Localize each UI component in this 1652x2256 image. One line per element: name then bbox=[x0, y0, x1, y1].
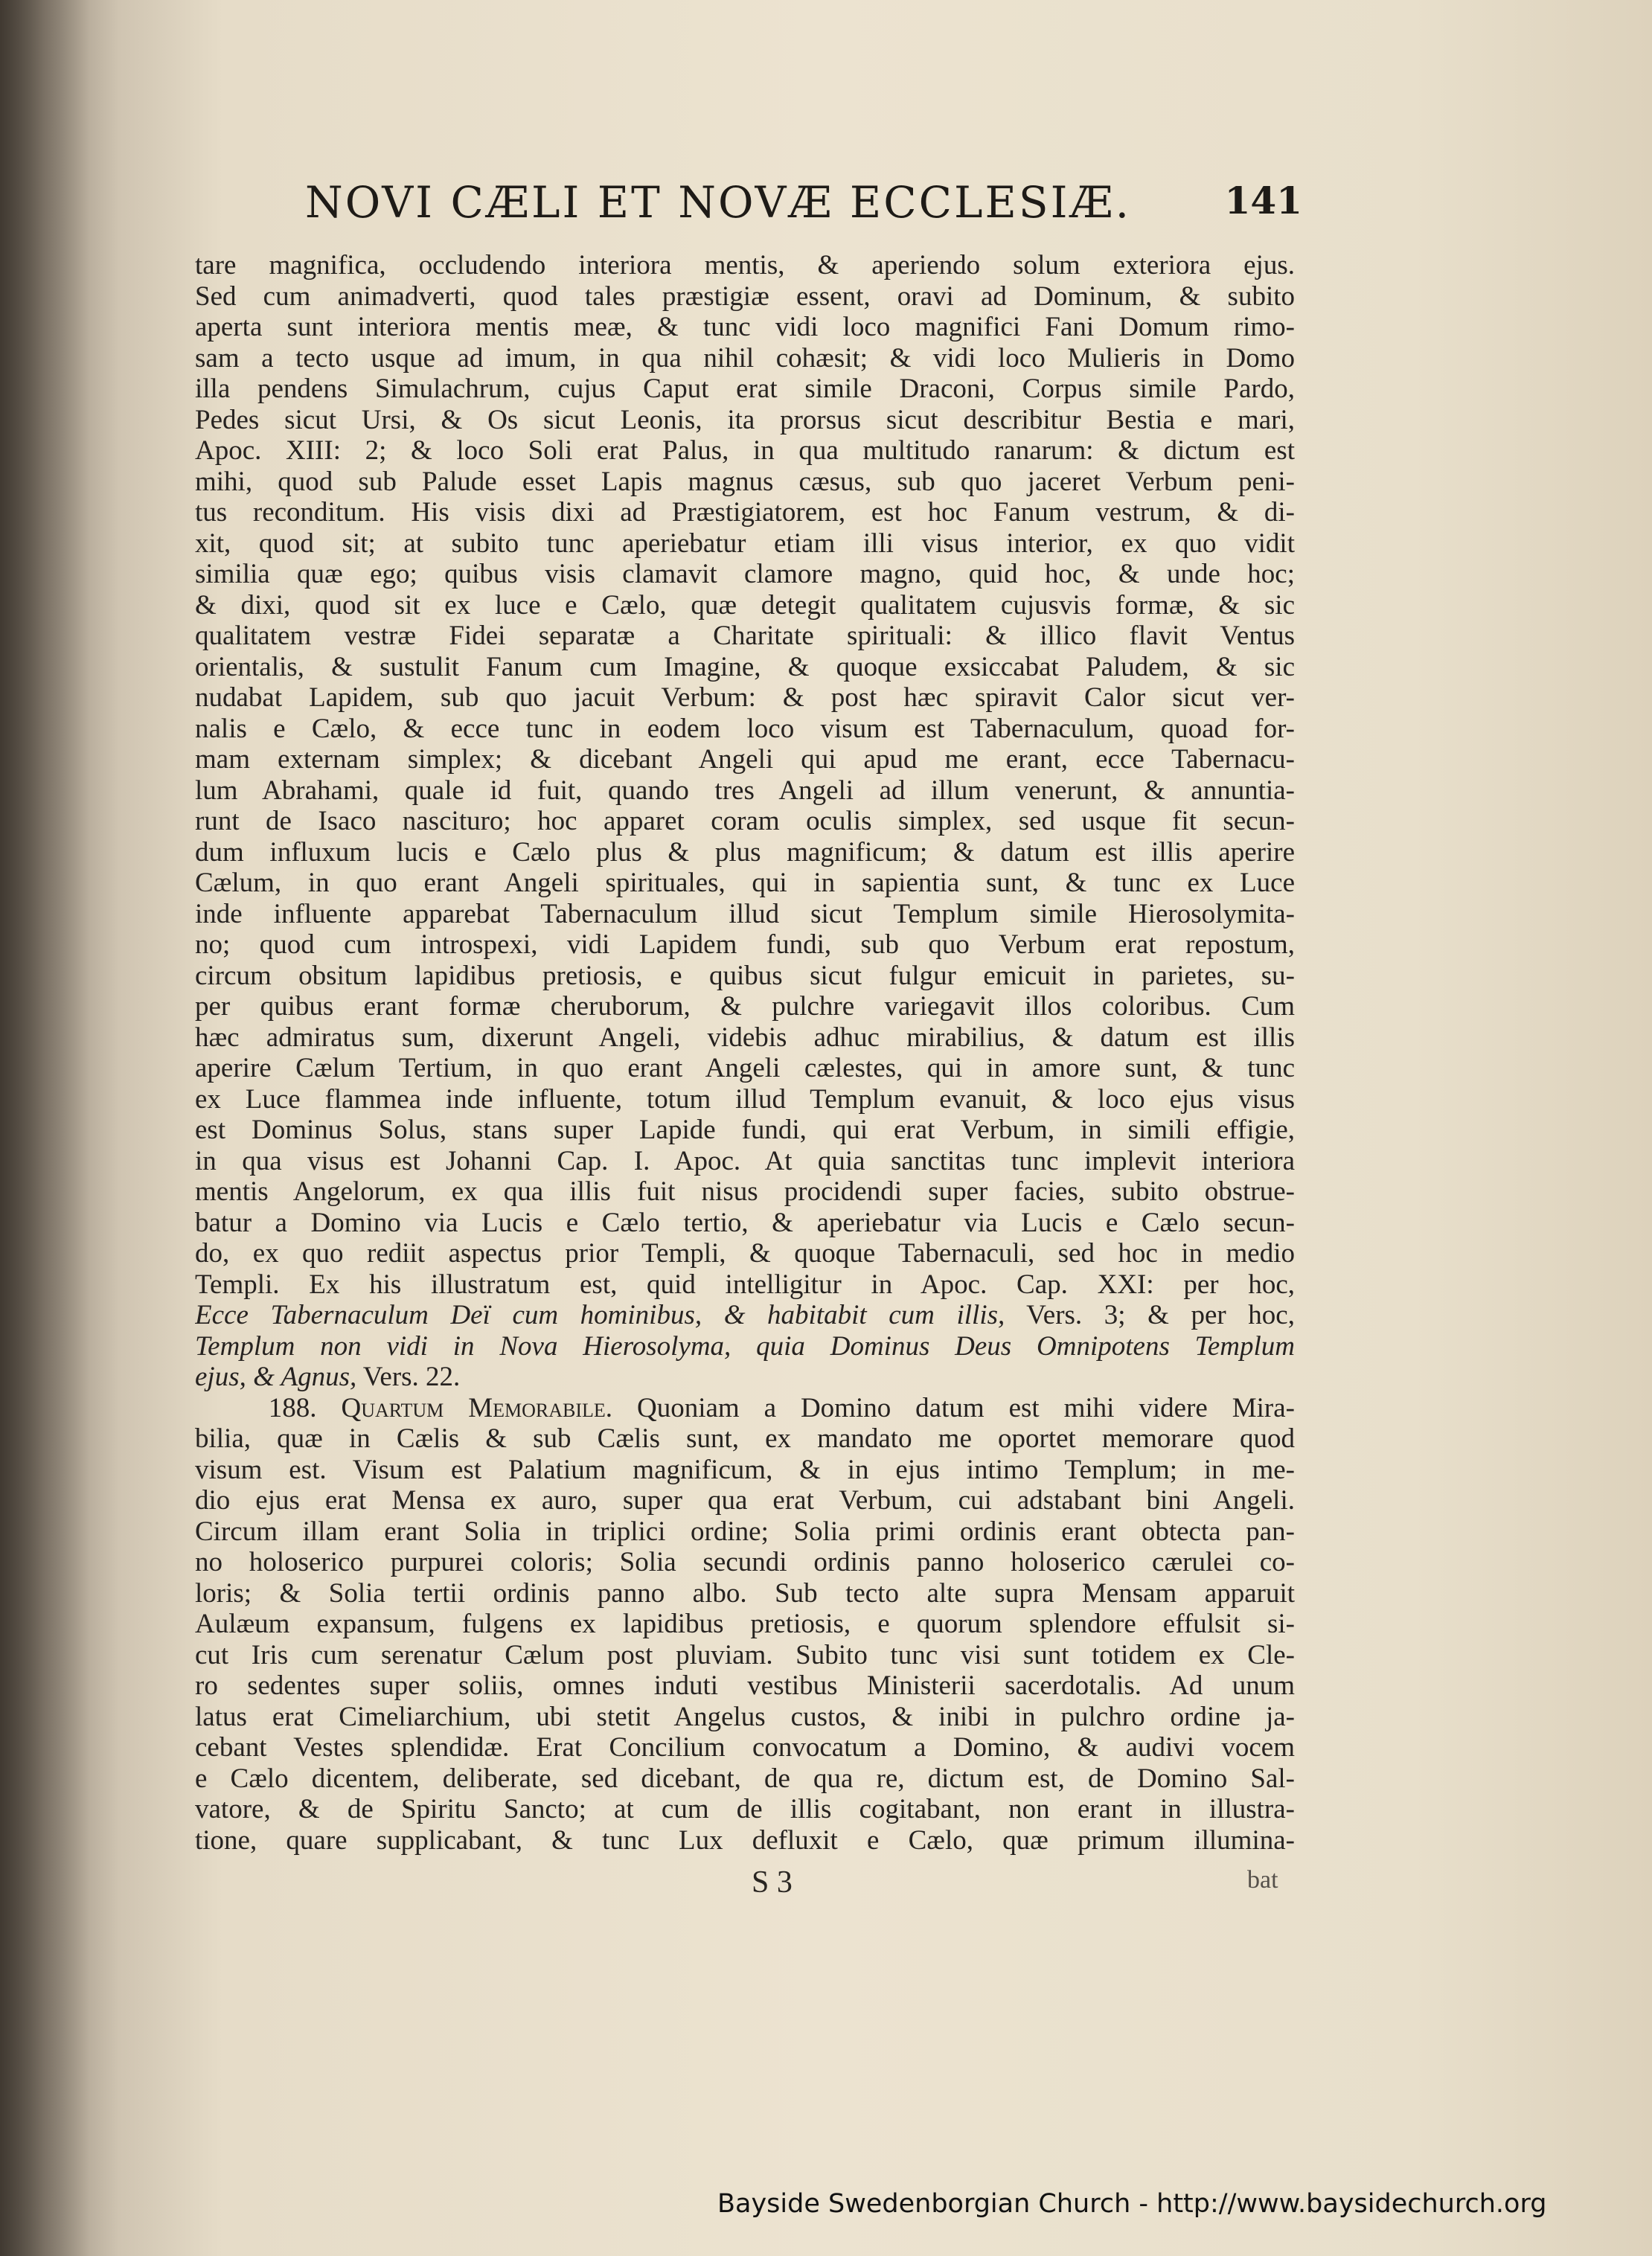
section-heading: Quartum Memorabile. bbox=[341, 1392, 613, 1423]
text-line: dio ejus erat Mensa ex auro, super qua erat Verbum, cui adstabant bini Angeli. bbox=[195, 1485, 1295, 1516]
catchword: bat bbox=[1247, 1866, 1278, 1894]
page-gutter-shadow bbox=[0, 0, 89, 2256]
body-text bbox=[195, 250, 1295, 1856]
text-line: cut Iris cum serenatur Cælum post pluviam. Subito tunc visi sunt totidem ex Cle- bbox=[195, 1639, 1295, 1670]
text-line: Cælum, in quo erant Angeli spirituales, qui in sapientia sunt, & tunc ex Luce bbox=[195, 868, 1295, 898]
text-line: circum obsitum lapidibus pretiosis, e quibus sicut fulgur emicuit in parietes, su- bbox=[195, 960, 1295, 991]
text-line: dum influxum lucis e Cælo plus & plus magnificum; & datum est illis aperire bbox=[195, 836, 1295, 868]
text-line: loris; & Solia tertii ordinis panno albo. Sub tecto alte supra Mensam apparuit bbox=[195, 1577, 1295, 1609]
text-line: xit, quod sit; at subito tunc aperiebatur etiam illi visus interior, ex quo vidit bbox=[195, 528, 1295, 559]
text-line: tare magnifica, occludendo interiora mentis, & aperiendo solum exteriora ejus. bbox=[195, 250, 1295, 281]
text-line: orientalis, & sustulit Fanum cum Imagine, & quoque exsiccabat Paludem, & sic bbox=[195, 651, 1295, 682]
text-line: Templi. Ex his illustratum est, quid intelligitur in Apoc. Cap. XXI: per hoc, bbox=[195, 1269, 1295, 1300]
watermark-text: Bayside Swedenborgian Church - http://www.baysidechurch.org bbox=[717, 2189, 1547, 2219]
text-line: Apoc. XIII: 2; & loco Soli erat Palus, in qua multitudo ranarum: & dictum est bbox=[195, 435, 1295, 466]
text-line: aperire Cælum Tertium, in quo erant Angeli cælestes, qui in amore sunt, & tunc bbox=[195, 1053, 1295, 1083]
text-line: aperta sunt interiora mentis meæ, & tunc vidi loco magnifici Fani Domum rimo- bbox=[195, 312, 1295, 342]
text-line: visum est. Visum est Palatium magnificum, & in ejus intimo Templum; in me- bbox=[195, 1454, 1295, 1485]
text-line: inde influente apparebat Tabernaculum illud sicut Templum simile Hierosolymita- bbox=[195, 898, 1295, 929]
text-line: tus reconditum. His visis dixi ad Præstigiatorem, est hoc Fanum vestrum, & di- bbox=[195, 497, 1295, 528]
text-line: in qua visus est Johanni Cap. I. Apoc. At quia sanctitas tunc implevit interiora bbox=[195, 1145, 1295, 1176]
text-line: do, ex quo rediit aspectus prior Templi, & quoque Tabernaculi, sed hoc in medio bbox=[195, 1238, 1295, 1269]
page-number: 141 bbox=[1224, 179, 1302, 222]
text-line: qualitatem vestræ Fidei separatæ a Charitate spirituali: & illico flavit Ventus bbox=[195, 621, 1295, 651]
text-line: mihi, quod sub Palude esset Lapis magnus cæsus, sub quo jaceret Verbum peni- bbox=[195, 466, 1295, 497]
text-line: est Dominus Solus, stans super Lapide fundi, qui erat Verbum, in simili effigie, bbox=[195, 1115, 1295, 1145]
text-line: nalis e Cælo, & ecce tunc in eodem loco visum est Tabernaculum, quoad for- bbox=[195, 713, 1295, 744]
text-line: vatore, & de Spiritu Sancto; at cum de illis cogitabant, non erant in illustra- bbox=[195, 1794, 1295, 1824]
text-line: 188. Quartum Memorabile. Quoniam a Domino datum est mihi videre Mira- bbox=[195, 1392, 1295, 1423]
text-line: batur a Domino via Lucis e Cælo tertio, & aperiebatur via Lucis e Cælo secun- bbox=[195, 1207, 1295, 1238]
text-line: & dixi, quod sit ex luce e Cælo, quæ detegit qualitatem cujusvis formæ, & sic bbox=[195, 589, 1295, 621]
text-line: e Cælo dicentem, deliberate, sed dicebant, de qua re, dictum est, de Domino Sal- bbox=[195, 1763, 1295, 1794]
text-line: nudabat Lapidem, sub quo jacuit Verbum: & post hæc spiravit Calor sicut ver- bbox=[195, 682, 1295, 713]
text-line: runt de Isaco nascituro; hoc apparet coram oculis simplex, sed usque fit secun- bbox=[195, 806, 1295, 836]
text-line: similia quæ ego; quibus visis clamavit clamore magno, quid hoc, & unde hoc; bbox=[195, 559, 1295, 589]
text-line: sam a tecto usque ad imum, in qua nihil cohæsit; & vidi loco Mulieris in Domo bbox=[195, 342, 1295, 374]
text-line: Aulæum expansum, fulgens ex lapidibus pretiosis, e quorum splendore effulsit si- bbox=[195, 1609, 1295, 1639]
text-line: lum Abrahami, quale id fuit, quando tres Angeli ad illum venerunt, & annuntia- bbox=[195, 775, 1295, 806]
text-line: no holoserico purpurei coloris; Solia secundi ordinis panno holoserico cærulei co- bbox=[195, 1547, 1295, 1577]
signature-mark: S 3 bbox=[752, 1865, 793, 1900]
text-line: Pedes sicut Ursi, & Os sicut Leonis, ita prorsus sicut describitur Bestia e mari, bbox=[195, 404, 1295, 435]
running-title: NOVI CÆLI ET NOVÆ ECCLESIÆ. bbox=[305, 177, 1132, 228]
text-line: ro sedentes super soliis, omnes induti vestibus Ministerii sacerdotalis. Ad unum bbox=[195, 1670, 1295, 1701]
text-line: Templum non vidi in Nova Hierosolyma, quia Dominus Deus Omnipotens Templum bbox=[195, 1330, 1295, 1362]
text-line: per quibus erant formæ cheruborum, & pulchre variegavit illos coloribus. Cum bbox=[195, 991, 1295, 1022]
text-line: ex Luce flammea inde influente, totum illud Templum evanuit, & loco ejus visus bbox=[195, 1083, 1295, 1115]
text-line: mam externam simplex; & dicebant Angeli qui apud me erant, ecce Tabernacu- bbox=[195, 744, 1295, 775]
text-line: Circum illam erant Solia in triplici ordine; Solia primi ordinis erant obtecta pan- bbox=[195, 1516, 1295, 1547]
text-line: Sed cum animadverti, quod tales præstigiæ essent, oravi ad Dominum, & subito bbox=[195, 281, 1295, 312]
text-line: bilia, quæ in Cælis & sub Cælis sunt, ex mandato me oportet memorare quod bbox=[195, 1423, 1295, 1454]
text-line: Ecce Tabernaculum Deï cum hominibus, & habitabit cum illis, Vers. 3; & per hoc, bbox=[195, 1300, 1295, 1330]
text-line: mentis Angelorum, ex qua illis fuit nisus procidendi super facies, subito obstrue- bbox=[195, 1176, 1295, 1207]
text-line: illa pendens Simulachrum, cujus Caput erat simile Draconi, Corpus simile Pardo, bbox=[195, 374, 1295, 404]
text-line: no; quod cum introspexi, vidi Lapidem fundi, sub quo Verbum erat repostum, bbox=[195, 929, 1295, 960]
running-header bbox=[305, 177, 1302, 237]
text-line: cebant Vestes splendidæ. Erat Concilium convocatum a Domino, & audivi vocem bbox=[195, 1732, 1295, 1763]
text-line: latus erat Cimeliarchium, ubi stetit Angelus custos, & inibi in pulchro ordine ja- bbox=[195, 1701, 1295, 1732]
text-line: ejus, & Agnus, Vers. 22. bbox=[195, 1362, 461, 1392]
text-line: hæc admiratus sum, dixerunt Angeli, videbis adhuc mirabilius, & datum est illis bbox=[195, 1022, 1295, 1053]
text-line: tione, quare supplicabant, & tunc Lux defluxit e Cælo, quæ primum illumina- bbox=[195, 1824, 1295, 1856]
